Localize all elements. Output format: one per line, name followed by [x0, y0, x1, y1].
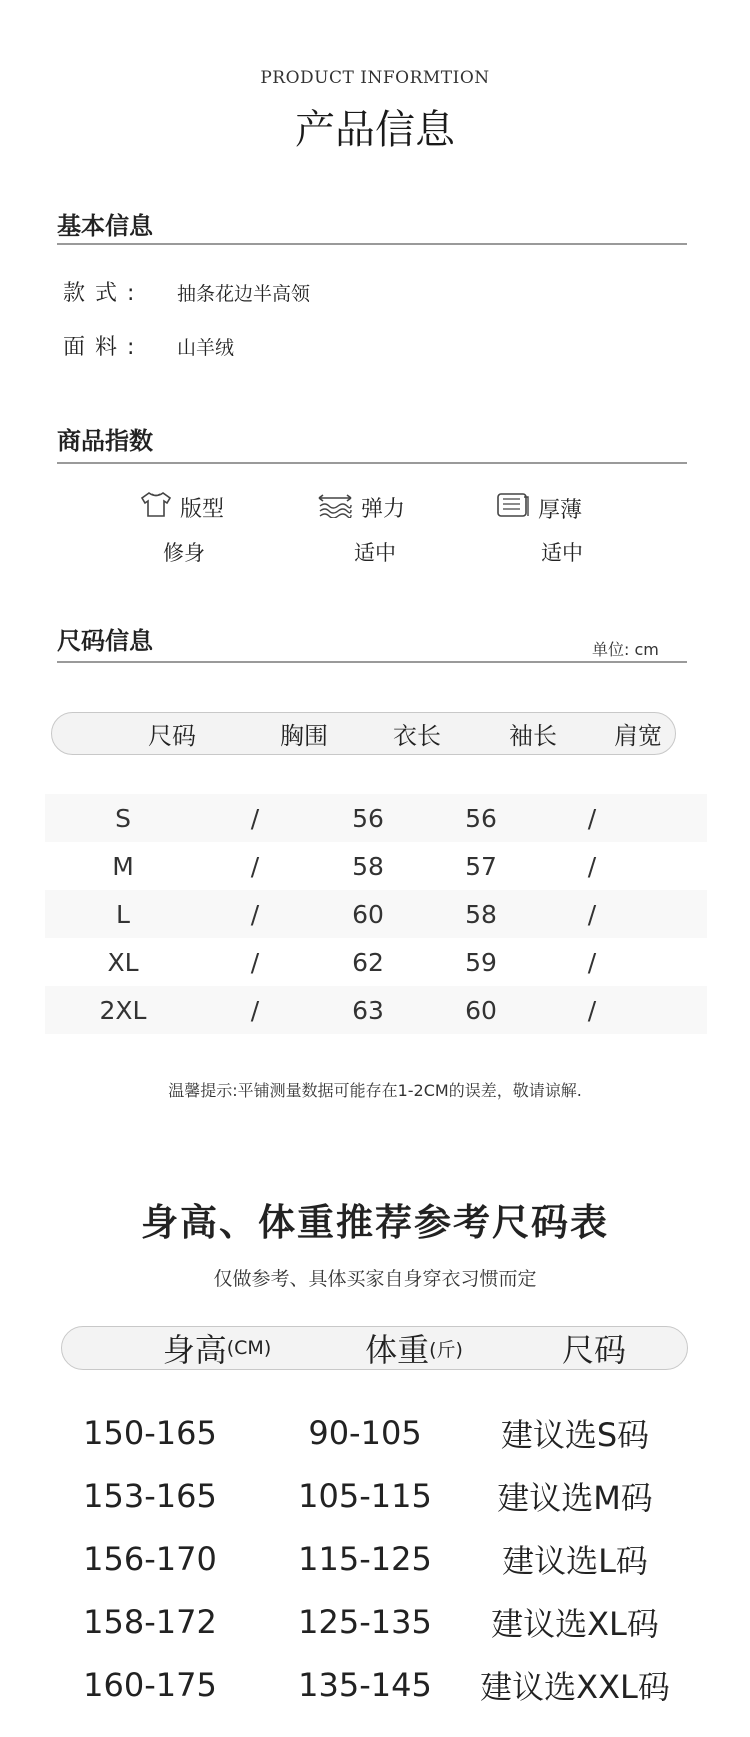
header-cn-title: 产品信息 [295, 107, 455, 153]
table-cell: M [112, 851, 134, 881]
recommend-weight: 115-125 [298, 1540, 432, 1578]
table-cell: XL [107, 947, 139, 977]
size-unit: 单位: cm [592, 640, 659, 659]
size-section-title: 尺码信息 [57, 626, 153, 655]
index-item-label: 厚薄 [538, 497, 583, 523]
size-table-header [51, 712, 676, 755]
table-cell: / [587, 995, 597, 1025]
table-cell: / [587, 851, 597, 881]
size-section-divider [57, 661, 687, 663]
table-row [45, 842, 707, 890]
index-item-label: 弹力 [361, 496, 406, 522]
index-section-divider [57, 462, 687, 464]
style-value: 抽条花边半高领 [177, 283, 311, 305]
size-header-cell: 袖长 [509, 722, 557, 750]
basic-section-divider [57, 243, 687, 245]
table-cell: 60 [465, 995, 497, 1025]
recommend-height: 150-165 [83, 1414, 217, 1452]
fabric-value: 山羊绒 [177, 337, 235, 359]
table-row [45, 890, 707, 938]
basic-section-title: 基本信息 [57, 211, 153, 240]
table-cell: / [250, 851, 260, 881]
recommend-size: 建议选S码 [500, 1416, 650, 1454]
table-cell: 2XL [99, 995, 147, 1025]
recommend-weight: 90-105 [308, 1414, 422, 1452]
table-cell: / [587, 803, 597, 833]
recommend-header-unit: (斤) [429, 1338, 463, 1361]
recommend-title: 身高、体重推荐参考尺码表 [141, 1201, 609, 1244]
table-row [45, 794, 707, 842]
recommend-weight: 125-135 [298, 1603, 432, 1641]
size-header-cell: 胸围 [280, 722, 328, 750]
table-cell: 56 [352, 803, 384, 833]
style-key: 款式: [63, 281, 145, 306]
recommend-header-label: 身高 [162, 1331, 227, 1369]
index-item-label: 版型 [180, 496, 225, 522]
recommend-subtitle: 仅做参考、具体买家自身穿衣习惯而定 [213, 1268, 537, 1290]
table-cell: / [250, 947, 260, 977]
recommend-weight: 135-145 [298, 1666, 432, 1704]
size-header-cell: 肩宽 [614, 722, 662, 750]
table-cell: 58 [352, 851, 384, 881]
stretch-icon [317, 490, 353, 524]
table-row [45, 938, 707, 986]
table-cell: S [115, 803, 131, 833]
index-item-thickness [496, 491, 582, 525]
recommend-header-size [514, 1327, 674, 1369]
recommend-header-label: 尺码 [561, 1331, 626, 1369]
size-header-cell: 尺码 [148, 722, 196, 750]
recommend-size: 建议选L码 [502, 1542, 648, 1580]
stretch-value: 适中 [354, 541, 396, 565]
table-cell: / [250, 995, 260, 1025]
recommend-height: 153-165 [83, 1477, 217, 1515]
header-en-title: PRODUCT INFORMTION [260, 68, 490, 88]
recommend-height: 160-175 [83, 1666, 217, 1704]
table-cell: 60 [352, 899, 384, 929]
fabric-key: 面料: [63, 335, 145, 360]
recommend-header-height [122, 1327, 312, 1369]
table-cell: 63 [352, 995, 384, 1025]
recommend-weight: 105-115 [298, 1477, 432, 1515]
recommend-size: 建议选XXL码 [480, 1668, 670, 1706]
recommend-size: 建议选XL码 [491, 1605, 659, 1643]
table-cell: 58 [465, 899, 497, 929]
recommend-size: 建议选M码 [497, 1479, 653, 1517]
tshirt-icon [140, 490, 172, 524]
table-cell: 56 [465, 803, 497, 833]
table-cell: / [250, 899, 260, 929]
size-note: 温馨提示:平铺测量数据可能存在1-2CM的误差，敬请谅解. [168, 1081, 582, 1100]
table-cell: 57 [465, 851, 497, 881]
recommend-header-weight [319, 1327, 509, 1369]
thickness-value: 适中 [541, 541, 583, 565]
table-cell: / [587, 899, 597, 929]
index-item-fit [140, 490, 224, 524]
table-cell: / [250, 803, 260, 833]
recommend-header-label: 体重 [365, 1331, 430, 1369]
recommend-height: 158-172 [83, 1603, 217, 1641]
table-cell: 62 [352, 947, 384, 977]
recommend-height: 156-170 [83, 1540, 217, 1578]
fit-value: 修身 [163, 541, 205, 565]
table-row [45, 986, 707, 1034]
table-cell: / [587, 947, 597, 977]
table-cell: L [116, 899, 130, 929]
size-header-cell: 衣长 [393, 722, 441, 750]
recommend-table-header [61, 1326, 688, 1370]
index-section-title: 商品指数 [57, 426, 153, 455]
index-item-stretch [317, 490, 405, 524]
table-cell: 59 [465, 947, 497, 977]
recommend-header-unit: (CM) [226, 1337, 272, 1359]
thickness-icon [496, 491, 530, 525]
